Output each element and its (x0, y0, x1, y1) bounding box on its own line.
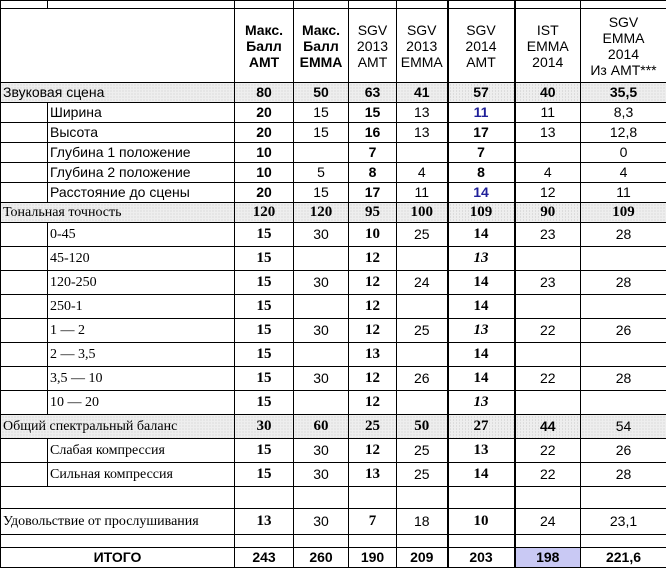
cell-value: 15 (235, 223, 294, 247)
cell-value: 14 (448, 463, 515, 487)
cell-value: 4 (397, 163, 448, 183)
table-row (1, 271, 666, 295)
cell-value: 44 (515, 415, 581, 439)
cell-value: 13 (515, 123, 581, 143)
cell-value: 30 (294, 223, 349, 247)
table-row (1, 203, 666, 223)
col-header-sgv2013-emma (397, 9, 448, 83)
col-header-max-amt (235, 9, 294, 83)
col-header-line: SGV (358, 22, 388, 38)
header-row (1, 9, 666, 83)
row-label: Глубина 2 положение (48, 163, 235, 183)
cell-value: 12 (349, 319, 397, 343)
cell-value: 7 (349, 509, 397, 535)
cell-value: 23,1 (581, 509, 666, 535)
cell-value: 12 (349, 439, 397, 463)
row-label: 250-1 (48, 295, 235, 319)
table-row (1, 343, 666, 367)
cell-value: 30 (294, 367, 349, 391)
cell-value: 15 (294, 103, 349, 123)
cell-value: 24 (397, 271, 448, 295)
cell-value (581, 247, 666, 271)
col-header-sgv-emma-2014-from-amt (581, 9, 666, 83)
cell-value (397, 391, 448, 415)
cell-value: 24 (515, 509, 581, 535)
table-row (1, 103, 666, 123)
cell-value: 11 (581, 183, 666, 203)
table-row (1, 391, 666, 415)
row-label: Удовольствие от прослушивания (1, 509, 235, 535)
total-value: 243 (235, 548, 294, 568)
cell-value (294, 247, 349, 271)
col-header-line: 2014 (608, 46, 639, 62)
cell-value: 26 (581, 439, 666, 463)
col-header-line: EMMA (401, 54, 443, 70)
col-header-line: 2014 (532, 54, 563, 70)
cell-value: 5 (294, 163, 349, 183)
cell-value (294, 343, 349, 367)
cell-value: 41 (397, 83, 448, 103)
table-row (1, 367, 666, 391)
col-header-line: 2013 (406, 38, 437, 54)
col-header-line: АМТ (466, 54, 496, 70)
cell-value: 14 (448, 183, 515, 203)
cell-value: 50 (397, 415, 448, 439)
table-row (1, 83, 666, 103)
cell-value (397, 343, 448, 367)
cell-value: 7 (448, 143, 515, 163)
cell-value: 18 (397, 509, 448, 535)
cell-value: 12,8 (581, 123, 666, 143)
top-strip-row (1, 1, 666, 9)
cell-value: 11 (515, 103, 581, 123)
cell-value: 40 (515, 83, 581, 103)
cell-value (515, 343, 581, 367)
cell-value (294, 143, 349, 163)
cell-value: 10 (235, 163, 294, 183)
cell-value: 63 (349, 83, 397, 103)
cell-value: 15 (235, 295, 294, 319)
cell-value: 13 (349, 463, 397, 487)
header-corner (1, 9, 235, 83)
total-value: 260 (294, 548, 349, 568)
cell-value (581, 295, 666, 319)
cell-value: 11 (448, 103, 515, 123)
row-label: 45-120 (48, 247, 235, 271)
table-row (1, 415, 666, 439)
col-header-sgv2014-amt (448, 9, 515, 83)
cell-value: 22 (515, 367, 581, 391)
col-header-line: IST (537, 22, 559, 38)
col-header-max-emma (294, 9, 349, 83)
cell-value: 15 (235, 247, 294, 271)
table-row (1, 509, 666, 535)
col-header-line: Балл (246, 38, 282, 54)
cell-value: 12 (349, 295, 397, 319)
table-row (1, 247, 666, 271)
total-value: 221,6 (581, 548, 666, 568)
cell-value: 57 (448, 83, 515, 103)
col-header-line: 2014 (465, 38, 496, 54)
col-header-line: Макс. (302, 22, 340, 38)
cell-value: 28 (581, 223, 666, 247)
col-header-line: SGV (407, 22, 437, 38)
cell-value: 22 (515, 319, 581, 343)
cell-value: 14 (448, 223, 515, 247)
cell-value: 27 (448, 415, 515, 439)
cell-value: 12 (349, 271, 397, 295)
total-row (1, 548, 666, 568)
cell-value: 8 (448, 163, 515, 183)
col-header-line: EMMA (300, 54, 343, 70)
col-header-line: 2013 (357, 38, 388, 54)
cell-value (581, 343, 666, 367)
cell-value: 35,5 (581, 83, 666, 103)
cell-value: 120 (235, 203, 294, 223)
col-header-line: SGV (609, 14, 639, 30)
cell-value: 22 (515, 439, 581, 463)
cell-value: 15 (294, 183, 349, 203)
row-label: Общий спектральный баланс (1, 415, 235, 439)
cell-value: 60 (294, 415, 349, 439)
cell-value: 30 (294, 319, 349, 343)
cell-value: 95 (349, 203, 397, 223)
cell-value: 30 (235, 415, 294, 439)
row-label: 1 — 2 (48, 319, 235, 343)
cell-value (397, 143, 448, 163)
row-label: 10 — 20 (48, 391, 235, 415)
table-row (1, 143, 666, 163)
total-value: 209 (397, 548, 448, 568)
cell-value: 10 (349, 223, 397, 247)
cell-value: 20 (235, 103, 294, 123)
cell-value: 13 (349, 343, 397, 367)
cell-value: 4 (515, 163, 581, 183)
row-label: 120-250 (48, 271, 235, 295)
cell-value: 25 (397, 439, 448, 463)
cell-value: 13 (448, 319, 515, 343)
col-header-line: Балл (303, 38, 339, 54)
cell-value: 23 (515, 223, 581, 247)
table-row (1, 295, 666, 319)
cell-value: 15 (235, 343, 294, 367)
col-header-line: Из АМТ*** (590, 62, 656, 78)
cell-value (294, 391, 349, 415)
cell-value: 15 (235, 391, 294, 415)
cell-value: 10 (448, 509, 515, 535)
cell-value: 14 (448, 295, 515, 319)
row-label: 2 — 3,5 (48, 343, 235, 367)
row-label: Сильная компрессия (48, 463, 235, 487)
cell-value (515, 143, 581, 163)
cell-value (397, 247, 448, 271)
col-header-sgv2013-amt (349, 9, 397, 83)
col-header-line: SGV (466, 22, 496, 38)
spacer-row (1, 535, 666, 548)
cell-value: 25 (397, 463, 448, 487)
table-row (1, 163, 666, 183)
col-header-ist-emma-2014 (515, 9, 581, 83)
cell-value: 4 (581, 163, 666, 183)
cell-value: 14 (448, 343, 515, 367)
row-label: Расстояние до сцены (48, 183, 235, 203)
table-row (1, 183, 666, 203)
cell-value: 15 (349, 103, 397, 123)
cell-value (515, 295, 581, 319)
cell-value: 13 (448, 391, 515, 415)
cell-value: 80 (235, 83, 294, 103)
row-label: Звуковая сцена (1, 83, 235, 103)
table-row (1, 123, 666, 143)
cell-value (397, 295, 448, 319)
cell-value: 0 (581, 143, 666, 163)
cell-value: 100 (397, 203, 448, 223)
cell-value: 15 (235, 439, 294, 463)
cell-value: 14 (448, 367, 515, 391)
cell-value: 12 (349, 391, 397, 415)
cell-value: 17 (448, 123, 515, 143)
cell-value: 30 (294, 271, 349, 295)
total-value: 190 (349, 548, 397, 568)
col-header-line: EMMA (527, 38, 569, 54)
cell-value: 12 (349, 247, 397, 271)
cell-value: 28 (581, 271, 666, 295)
cell-value: 13 (235, 509, 294, 535)
table-row (1, 463, 666, 487)
cell-value: 109 (581, 203, 666, 223)
table-row (1, 439, 666, 463)
cell-value: 54 (581, 415, 666, 439)
cell-value: 50 (294, 83, 349, 103)
cell-value (294, 295, 349, 319)
cell-value: 16 (349, 123, 397, 143)
cell-value: 30 (294, 439, 349, 463)
cell-value: 15 (235, 271, 294, 295)
table-row (1, 319, 666, 343)
cell-value: 14 (448, 271, 515, 295)
cell-value: 13 (448, 439, 515, 463)
cell-value (515, 391, 581, 415)
cell-value: 15 (294, 123, 349, 143)
cell-value: 109 (448, 203, 515, 223)
cell-value: 20 (235, 183, 294, 203)
cell-value: 30 (294, 509, 349, 535)
cell-value: 23 (515, 271, 581, 295)
cell-value: 28 (581, 463, 666, 487)
cell-value: 17 (349, 183, 397, 203)
cell-value: 13 (397, 103, 448, 123)
cell-value: 12 (349, 367, 397, 391)
cell-value: 120 (294, 203, 349, 223)
cell-value: 15 (235, 319, 294, 343)
row-label: Глубина 1 положение (48, 143, 235, 163)
cell-value: 25 (397, 319, 448, 343)
cell-value: 12 (515, 183, 581, 203)
cell-value: 25 (349, 415, 397, 439)
cell-value: 8 (349, 163, 397, 183)
row-label: 3,5 — 10 (48, 367, 235, 391)
cell-value: 13 (448, 247, 515, 271)
total-value-highlighted: 198 (515, 548, 581, 568)
cell-value (515, 247, 581, 271)
cell-value: 10 (235, 143, 294, 163)
cell-value: 28 (581, 367, 666, 391)
total-label: ИТОГО (1, 548, 235, 568)
cell-value: 15 (235, 367, 294, 391)
cell-value (581, 391, 666, 415)
cell-value: 15 (235, 463, 294, 487)
col-header-line: Макс. (245, 22, 283, 38)
row-label: 0-45 (48, 223, 235, 247)
row-label: Высота (48, 123, 235, 143)
cell-value: 26 (581, 319, 666, 343)
cell-value: 26 (397, 367, 448, 391)
cell-value: 90 (515, 203, 581, 223)
row-label: Ширина (48, 103, 235, 123)
cell-value: 11 (397, 183, 448, 203)
cell-value: 20 (235, 123, 294, 143)
table-row (1, 223, 666, 247)
col-header-line: EMMA (603, 30, 645, 46)
total-value: 203 (448, 548, 515, 568)
cell-value: 25 (397, 223, 448, 247)
cell-value: 7 (349, 143, 397, 163)
cell-value: 13 (397, 123, 448, 143)
col-header-line: АМТ (358, 54, 388, 70)
col-header-line: АМТ (249, 54, 279, 70)
cell-value: 30 (294, 463, 349, 487)
spacer-row (1, 487, 666, 509)
row-label: Слабая компрессия (48, 439, 235, 463)
cell-value: 8,3 (581, 103, 666, 123)
cell-value: 22 (515, 463, 581, 487)
row-label: Тональная точность (1, 203, 235, 223)
